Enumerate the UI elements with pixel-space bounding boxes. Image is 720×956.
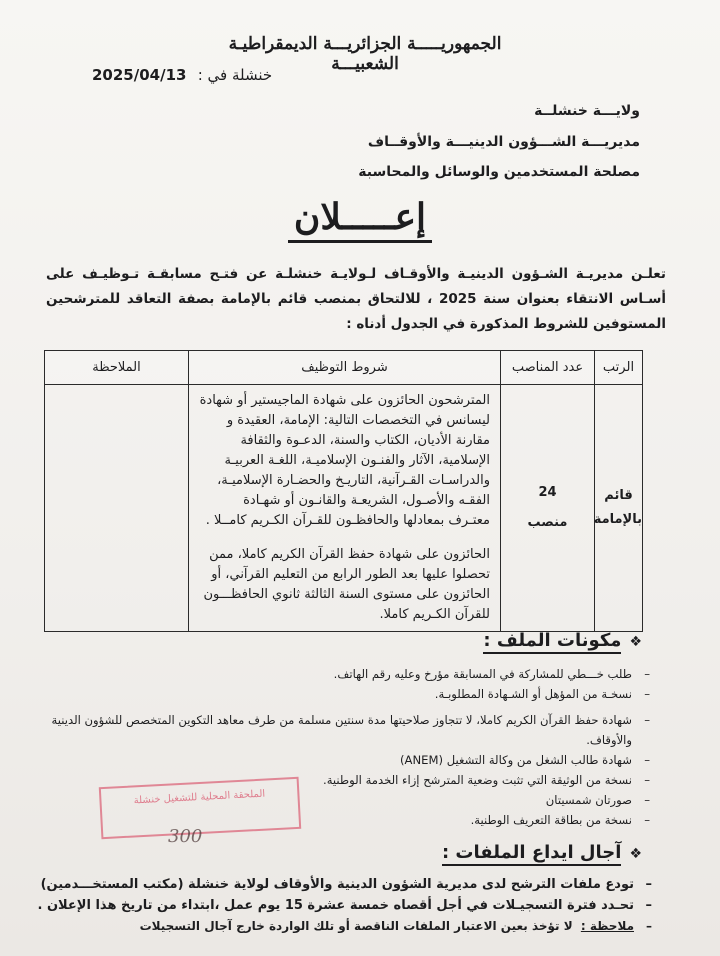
documents-heading bbox=[483, 630, 642, 654]
list-item: – شهادة طالب الشغل من وكالة التشغيل (ANEM) bbox=[50, 750, 650, 770]
date-value: 2025/04/13 bbox=[92, 66, 187, 84]
conditions-paragraph-1: المترشحون الحائزون على شهادة الماجيستير أو شهادة ليسانس في التخصصات التالية: الإمامة، العقيدة و مقارنة الأديان، الكتاب والسنة، الدعـوة والثقافة الإسلامية، الآثار والفنـون الإسلاميـة، اللغـة العربيـة والدراسـات القـرآنية، التاريـخ والحضـارة الإسلاميـة، الفقـه والأصـول، الشريعـة والقانـون أو شهـادة معتـرف بمعادلها والحافظـون للقـرآن الكـريم كامــلا . bbox=[199, 393, 490, 528]
list-item: – تودع ملفات الترشح لدى مديرية الشؤون الدينية والأوقاف لولاية خنشلة (مكتب المستخـــدمين) bbox=[22, 874, 652, 895]
diamond-bullet-icon: ❖ bbox=[629, 634, 642, 650]
intro-paragraph: تعلـن مديريـة الشـؤون الدينيـة والأوقـاف لـولايـة خنشلـة عن فتـح مسابقـة تـوظيـف على أسـاس الانتقاء بعنوان سنة 2025 ، للالتحاق بمنصب قائم بالإمامة بصفة التعاقد للمترشحين المستوفين للشروط المذكورة في الجدول أدناه : bbox=[46, 266, 666, 332]
list-item: – نسخـة من المؤهل أو الشـهادة المطلوبـة. bbox=[50, 684, 650, 704]
note-item bbox=[22, 916, 652, 937]
list-item: – تحـدد فترة التسجيـلات في أجل أقصاه خمسة عشرة 15 يوم عمل ،ابتداء من تاريخ هذا الإعلان . bbox=[22, 895, 652, 916]
cell-count bbox=[501, 385, 595, 632]
recruitment-table bbox=[44, 350, 643, 632]
org-wilaya: ولايـــة خنشلــة bbox=[534, 103, 640, 119]
org-directorate: مديريـــة الشـــؤون الدينيـــة والأوقــاف bbox=[367, 134, 640, 150]
header-conditions: شروط التوظيف bbox=[189, 351, 501, 385]
deadlines-title: آجال ايداع الملفات : bbox=[442, 842, 621, 866]
count-number: 24 bbox=[538, 485, 557, 500]
cell-conditions bbox=[189, 385, 501, 632]
table-header-row bbox=[45, 351, 643, 385]
date-label: خنشلة في : bbox=[197, 66, 273, 84]
table-row bbox=[45, 385, 643, 632]
note-text: لا تؤخذ بعين الاعتبار الملفات الناقصة أو تلك الواردة خارج آجال التسجيلات bbox=[139, 919, 573, 933]
count-unit: منصب bbox=[527, 515, 568, 530]
deadlines-list bbox=[22, 874, 652, 937]
office-stamp: الملحقة المحلية للتشغيل خنشلة bbox=[99, 777, 301, 839]
org-service: مصلحة المستخدمين والوسائل والمحاسبة bbox=[358, 164, 640, 180]
announcement-title bbox=[0, 196, 720, 243]
cell-notes bbox=[45, 385, 189, 632]
list-item: – شهادة حفظ القرآن الكريم كاملا، لا تتجاوز صلاحيتها مدة سنتين مسلمة من طرف معاهد التكوين المتخصص للشؤون الدينية والأوقاف. bbox=[50, 710, 650, 750]
list-item: – طلب خـــطي للمشاركة في المسابقة مؤرخ وعليه رقم الهاتف. bbox=[50, 664, 650, 684]
note-label: ملاحظة : bbox=[580, 919, 634, 933]
republic-header: الجمهوريـــــة الجزائريـــة الديمقراطيـة الشعبيـــة bbox=[228, 34, 502, 74]
documents-title: مكونات الملف : bbox=[483, 630, 621, 654]
stamp-number: 300 bbox=[168, 826, 203, 847]
conditions-paragraph-2: الحائزون على شهادة حفظ القرآن الكريم كاملا، ممن تحصلوا عليها بعد الطور الرابع من التعليم القرآني، أو الحائزون على مستوى السنة الثالثة ثانوي الحافظـــون للقرآن الكـريم كاملا. bbox=[203, 547, 490, 622]
diamond-bullet-icon: ❖ bbox=[629, 846, 642, 862]
header-rank: الرتب bbox=[595, 351, 643, 385]
date-line bbox=[92, 66, 272, 84]
list-item: – نسخة من الوثيقة التي تثبت وضعية المترشح إزاء الخدمة الوطنية. bbox=[50, 770, 650, 790]
list-item: – نسخة من بطاقة التعريف الوطنية. bbox=[50, 810, 650, 830]
list-item: – صورتان شمسيتان bbox=[50, 790, 650, 810]
header-notes: الملاحظة bbox=[45, 351, 189, 385]
announcement-title-text: إعـــــلان bbox=[288, 196, 432, 243]
deadlines-heading bbox=[442, 842, 642, 866]
header-count: عدد المناصب bbox=[501, 351, 595, 385]
cell-rank: قائم بالإمامة bbox=[595, 385, 643, 632]
